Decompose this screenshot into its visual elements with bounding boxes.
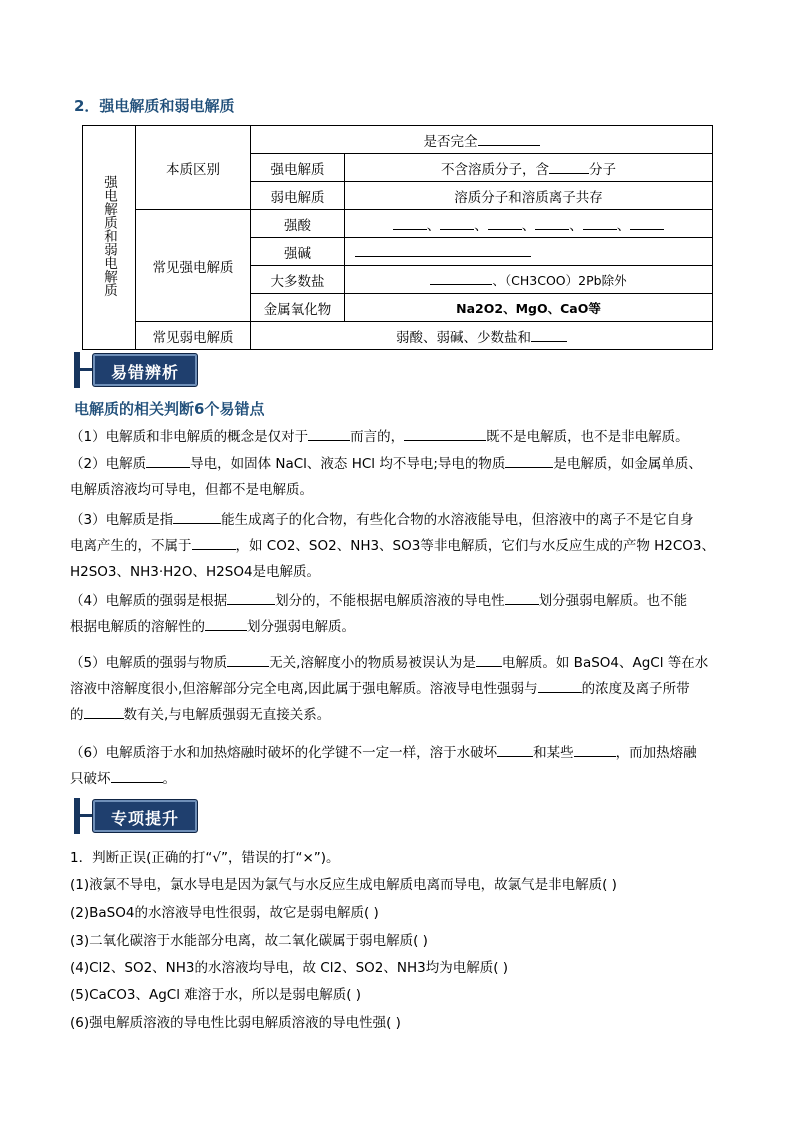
question-4: (4)Cl2、SO2、NH3的水溶液均导电，故 Cl2、SO2、NH3均为电解质( ) <box>70 960 509 976</box>
base-label: 强碱 <box>251 238 345 266</box>
section-title: 2．强电解质和弱电解质 <box>74 97 235 115</box>
item-5: （5）电解质的强弱与物质 无关,溶解度小的物质易被误认为是 电解质。如 BaSO4、AgCl 等在水 溶液中溶解度很小,但溶解部分完全电离,因此属于强电解质。溶液导电性强弱与 的浓度及离子所带 的 数有关,与电解质强弱无直接关系。 <box>70 650 730 728</box>
question-3: (3)二氧化碳溶于水能部分电离，故二氧化碳属于弱电解质( ) <box>70 933 428 949</box>
question-2: (2)BaSO4的水溶液导电性很弱，故它是弱电解质( ) <box>70 905 379 921</box>
strong-value: 不含溶质分子，含 分子 <box>345 154 713 182</box>
common-weak-label: 常见弱电解质 <box>136 322 251 350</box>
banner-error-analysis: 易错辨析 <box>74 352 198 388</box>
acid-blanks: 、 、 、 、 、 <box>345 210 713 238</box>
subhead-error-points: 电解质的相关判断6个易错点 <box>74 400 265 418</box>
item-3: （3）电解质是指 能生成离子的化合物，有些化合物的水溶液能导电，但溶液中的离子不是它自身 电离产生的，不属于 ，如 CO2、SO2、NH3、SO3等非电解质，它们与水反应生成的产物 H2CO3、 H2SO3、NH3·H2O、H2SO4是电解质。 <box>70 507 730 585</box>
common-strong-label: 常见强电解质 <box>136 210 251 322</box>
item-4: （4）电解质的强弱是根据 划分的，不能根据电解质溶液的导电性 划分强弱电解质。也不能 根据电解质的溶解性的 划分强弱电解质。 <box>70 588 730 640</box>
electrolyte-table <box>82 125 713 350</box>
complete-row: 是否完全 <box>251 126 713 154</box>
question-6: (6)强电解质溶液的导电性比弱电解质溶液的导电性强( ) <box>70 1015 401 1031</box>
item-2: （2）电解质 导电，如固体 NaCl、液态 HCl 均不导电;导电的物质 是电解质，如金属单质、 电解质溶液均可导电，但都不是电解质。 <box>70 451 730 503</box>
salt-label: 大多数盐 <box>251 266 345 294</box>
question-5: (5)CaCO3、AgCl 难溶于水，所以是弱电解质( ) <box>70 987 362 1003</box>
oxide-label: 金属氧化物 <box>251 294 345 322</box>
essence-label: 本质区别 <box>136 126 251 210</box>
strong-label: 强电解质 <box>251 154 345 182</box>
table-side-label: 强电解质和弱电解质 <box>83 126 136 350</box>
weak-value: 溶质分子和溶质离子共存 <box>345 182 713 210</box>
oxide-value: Na2O2、MgO、CaO等 <box>345 294 713 322</box>
acid-label: 强酸 <box>251 210 345 238</box>
common-weak-value: 弱酸、弱碱、少数盐和 <box>251 322 713 350</box>
base-blank <box>345 238 713 266</box>
banner-special-improve: 专项提升 <box>74 798 198 834</box>
item-1: （1）电解质和非电解质的概念是仅对于 而言的， 既不是电解质，也不是非电解质。 <box>70 424 730 450</box>
salt-value: 、（CH3COO）2Pb除外 <box>345 266 713 294</box>
item-6: （6）电解质溶于水和加热熔融时破坏的化学键不一定一样，溶于水破坏 和某些 ，而加热熔融 只破坏 。 <box>70 740 730 792</box>
question-1: (1)液氯不导电，氯水导电是因为氯气与水反应生成电解质电离而导电，故氯气是非电解质( ) <box>70 877 617 893</box>
weak-label: 弱电解质 <box>251 182 345 210</box>
question-intro: 1．判断正误(正确的打“√”，错误的打“×”)。 <box>70 850 340 866</box>
